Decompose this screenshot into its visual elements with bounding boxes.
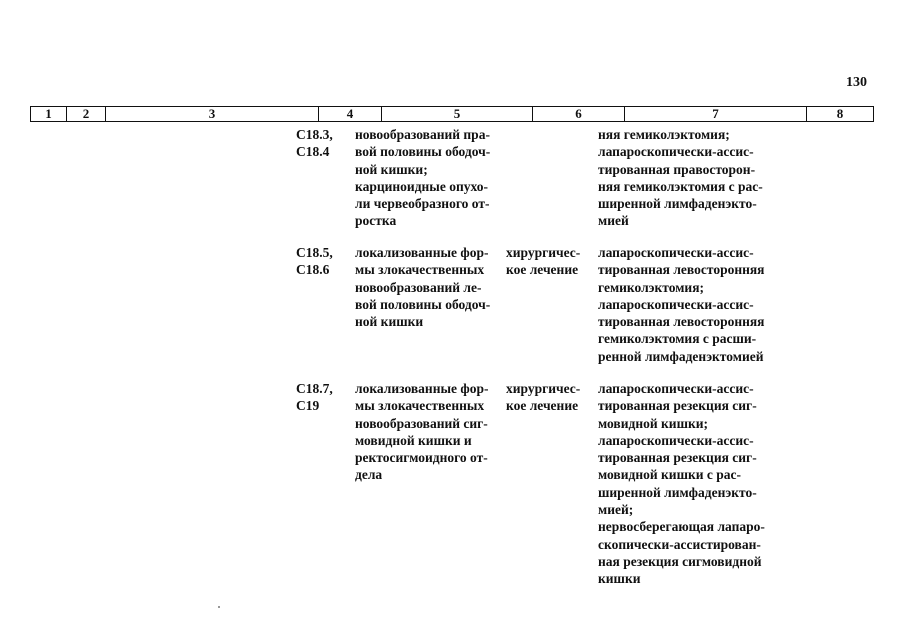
column-number-7: 7 [625,107,807,121]
table-row-1-codes: C18.3, C18.4 [296,127,333,160]
column-number-8: 8 [836,106,844,121]
table-row-3-codes: C18.7, C19 [296,381,333,414]
table-header-row [30,106,874,122]
table-row-1-description: новообразований пра- вой половины ободоч- ной кишки; карциноидные опухо- ли червеобразного от- ростка [355,127,491,229]
column-number-4: 4 [319,107,382,121]
column-number-2: 2 [67,107,106,121]
table-row-2-method: лапароскопически-ассис- тированная левосторонняя гемиколэктомия; лапароскопически-ассис- тированная левосторонняя гемиколэктомия с расши- ренной лимфаденэктомией [598,245,765,364]
page-number: 130 [846,75,867,90]
table-row-3-treatment: хирургичес- кое лечение [506,381,581,414]
table-row-3-description: локализованные фор- мы злокачественных новообразований сиг- мовидной кишки и ректосигмоидного от- дела [355,381,489,483]
column-number-3: 3 [106,107,319,121]
column-number-1: 1 [31,107,67,121]
column-number-5: 5 [382,107,533,121]
table-row-2-treatment: хирургичес- кое лечение [506,245,581,278]
column-number-6: 6 [533,107,625,121]
table-row-1-method: няя гемиколэктомия; лапароскопически-ассис- тированная правосторон- няя гемиколэктомия с рас- ширенной лимфаденэкто- мией [598,127,763,229]
table-row-3-method: лапароскопически-ассис- тированная резекция сиг- мовидной кишки; лапароскопически-ассис- тированная резекция сиг- мовидной кишки с рас- ширенной лимфаденэкто- мией; нервосберегающая лапаро- скопически-ассистирован- ная резекция сигмовидной кишки [598,381,765,587]
scan-speck [218,606,220,608]
table-row-2-description: локализованные фор- мы злокачественных новообразований ле- вой половины ободоч- ной кишки [355,245,491,330]
table-row-2-codes: C18.5, C18.6 [296,245,333,278]
